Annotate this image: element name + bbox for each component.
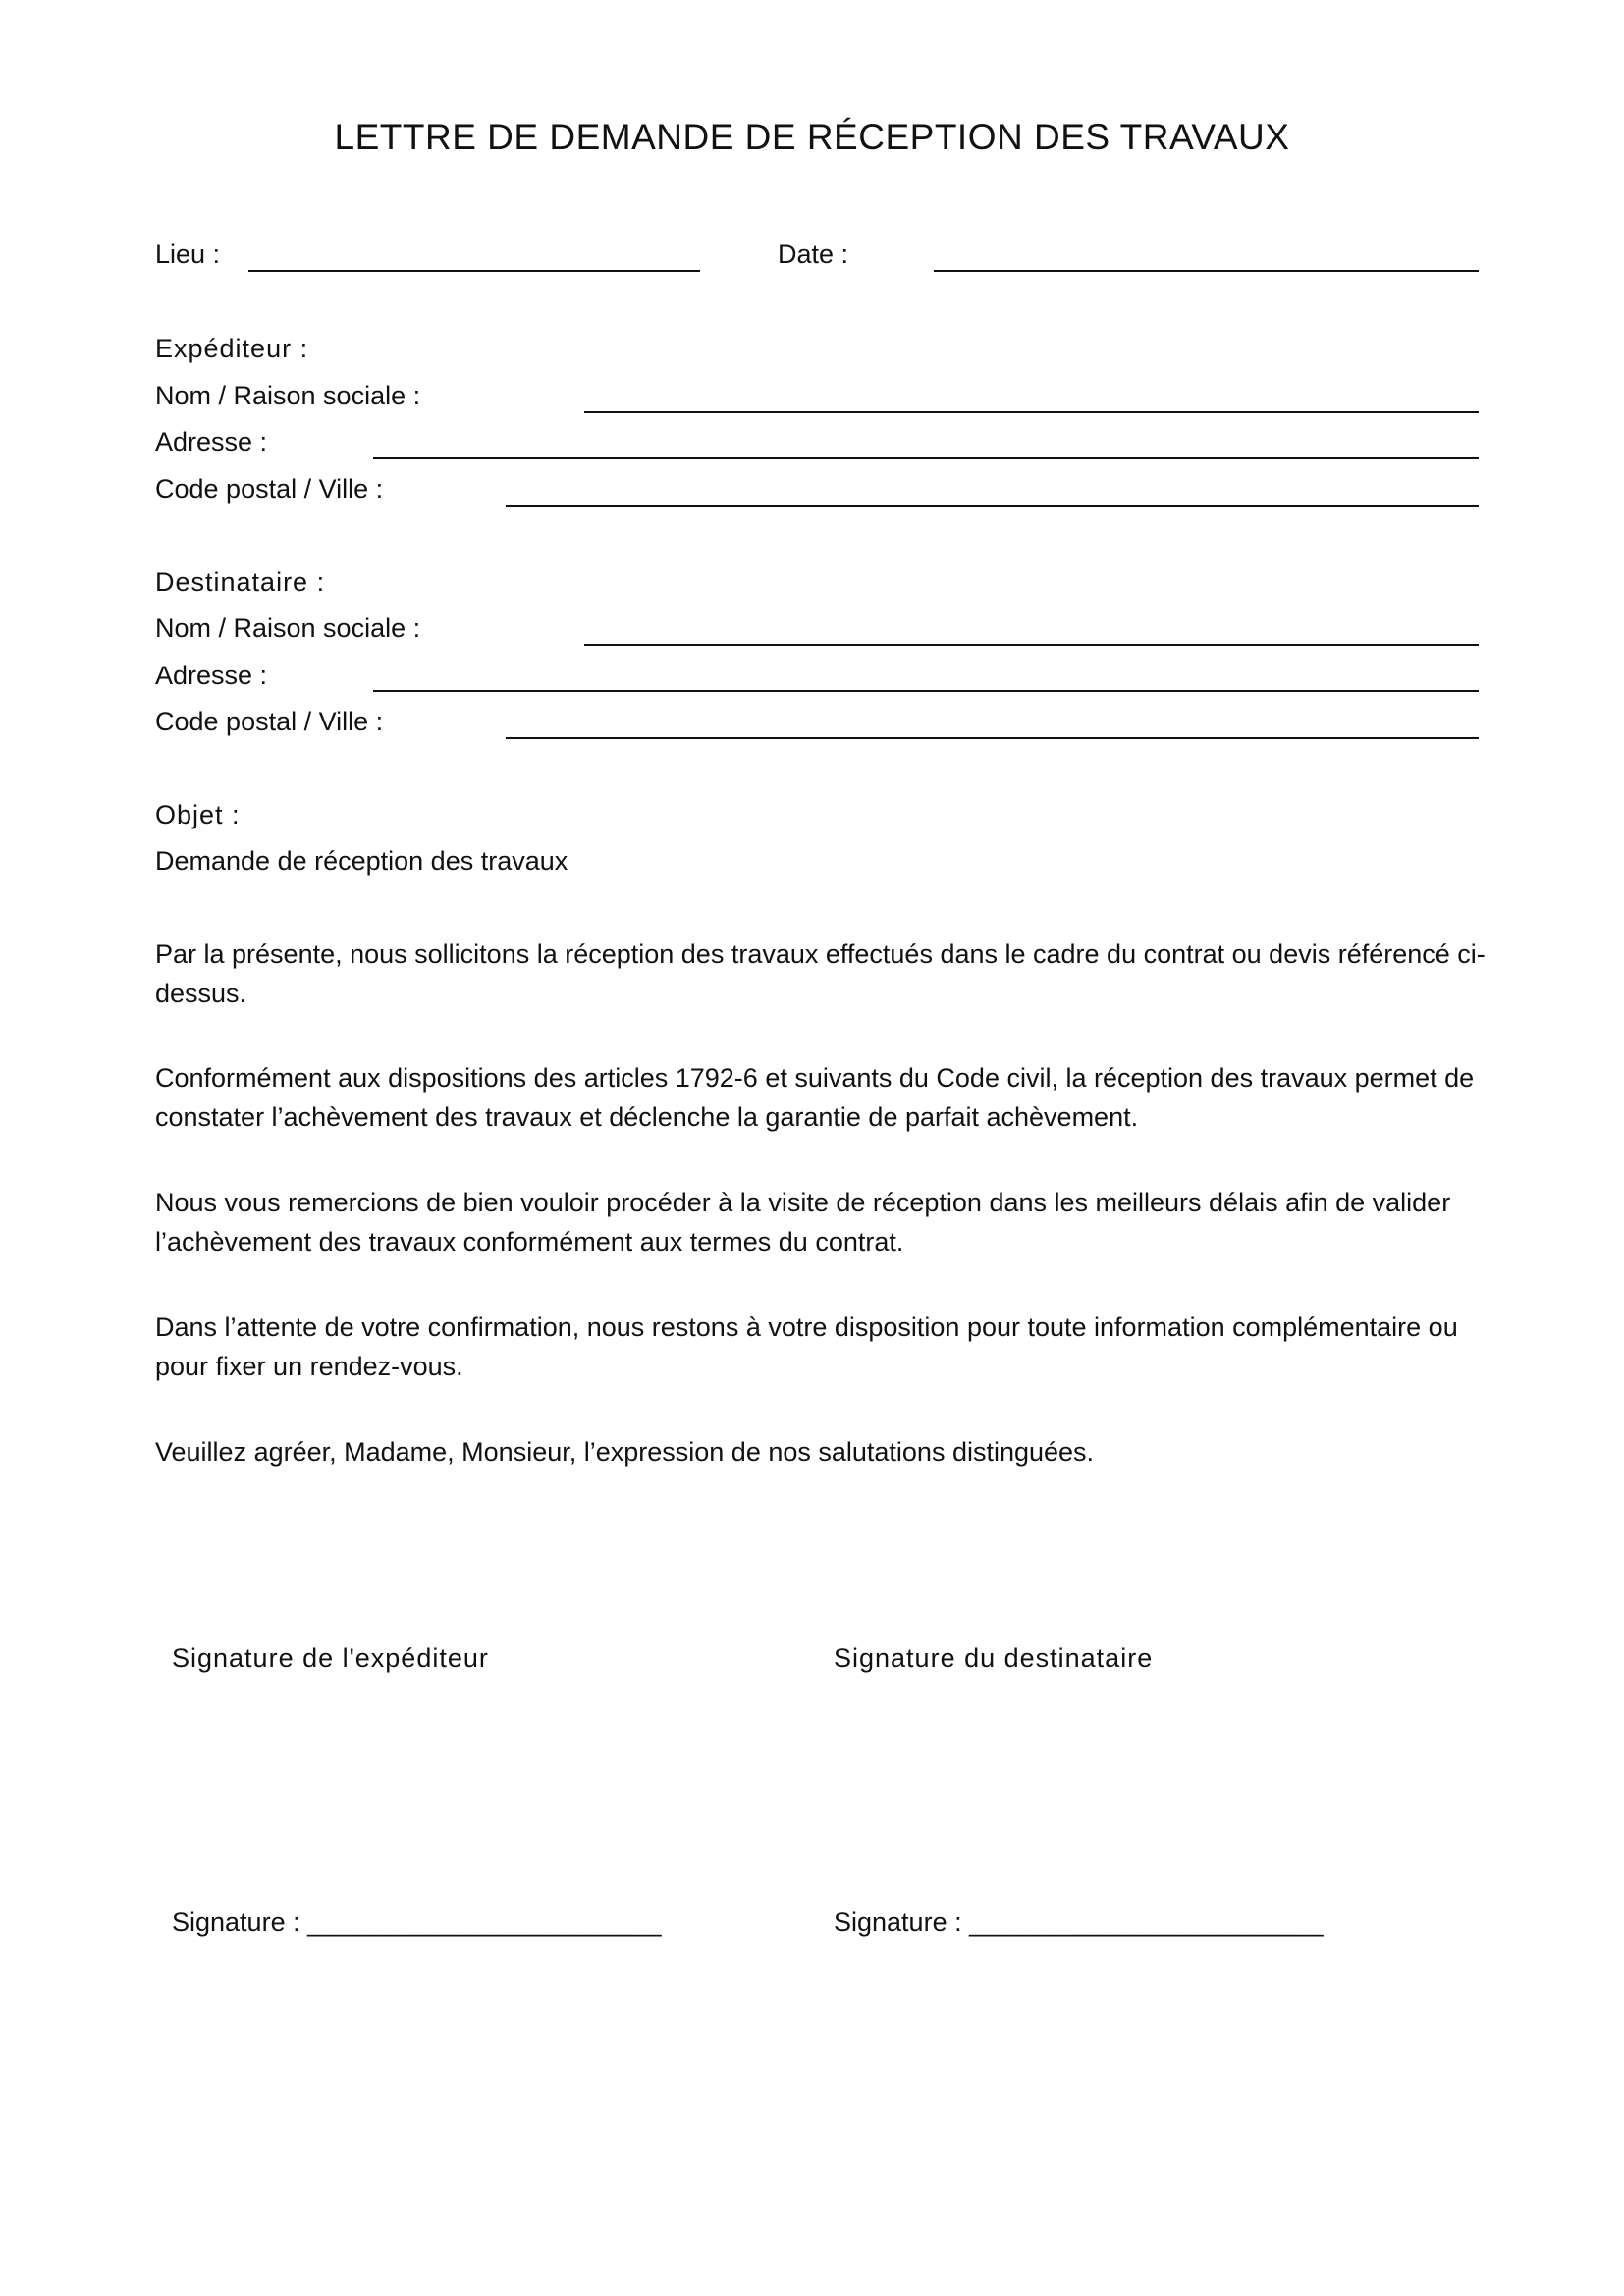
recipient-address-label: Adresse :: [155, 661, 268, 690]
date-field[interactable]: [934, 270, 1479, 272]
closing-formula: Veuillez agréer, Madame, Monsieur, l’expression de nos salutations distinguées.: [155, 1437, 1095, 1467]
recipient-signature-heading: Signature du destinataire: [834, 1643, 1154, 1673]
body-paragraph-1: Par la présente, nous sollicitons la réception des travaux effectués dans le cadre du contrat ou devis référencé ci-dessus.: [155, 939, 1486, 1008]
sender-signature-heading: Signature de l'expéditeur: [172, 1643, 489, 1673]
lieu-field[interactable]: [248, 270, 700, 272]
body-paragraph-3: Nous vous remercions de bien vouloir procéder à la visite de réception dans les meilleurs délais afin de valider l’achèvement des travaux conformément aux termes du contrat.: [155, 1188, 1451, 1256]
recipient-city-label: Code postal / Ville :: [155, 707, 384, 736]
recipient-signature-field[interactable]: Signature : ________________________: [834, 1907, 1324, 1937]
recipient-name-field[interactable]: [584, 644, 1479, 646]
document-title: LETTRE DE DEMANDE DE RÉCEPTION DES TRAVAUX: [334, 117, 1290, 157]
sender-city-field[interactable]: [506, 505, 1479, 507]
lieu-label: Lieu :: [155, 240, 221, 269]
sender-signature-field[interactable]: Signature : ________________________: [172, 1907, 662, 1937]
sender-address-field[interactable]: [373, 457, 1479, 459]
subject-heading: Objet :: [155, 800, 241, 829]
sender-name-label: Nom / Raison sociale :: [155, 381, 421, 410]
body-paragraph-2: Conformément aux dispositions des articles 1792-6 et suivants du Code civil, la réception des travaux permet de constater l’achèvement des travaux et déclenche la garantie de parfait achèvement.: [155, 1063, 1475, 1132]
sender-city-label: Code postal / Ville :: [155, 474, 384, 504]
body-paragraph-4: Dans l’attente de votre confirmation, nous restons à votre disposition pour toute information complémentaire ou pour fixer un rendez-vous.: [155, 1312, 1458, 1381]
recipient-heading: Destinataire :: [155, 567, 326, 597]
recipient-name-label: Nom / Raison sociale :: [155, 614, 421, 643]
recipient-city-field[interactable]: [506, 737, 1479, 739]
sender-address-label: Adresse :: [155, 427, 268, 456]
sender-name-field[interactable]: [584, 411, 1479, 413]
recipient-address-field[interactable]: [373, 690, 1479, 692]
sender-heading: Expéditeur :: [155, 334, 309, 363]
date-label: Date :: [778, 240, 849, 269]
subject-text: Demande de réception des travaux: [155, 846, 568, 876]
